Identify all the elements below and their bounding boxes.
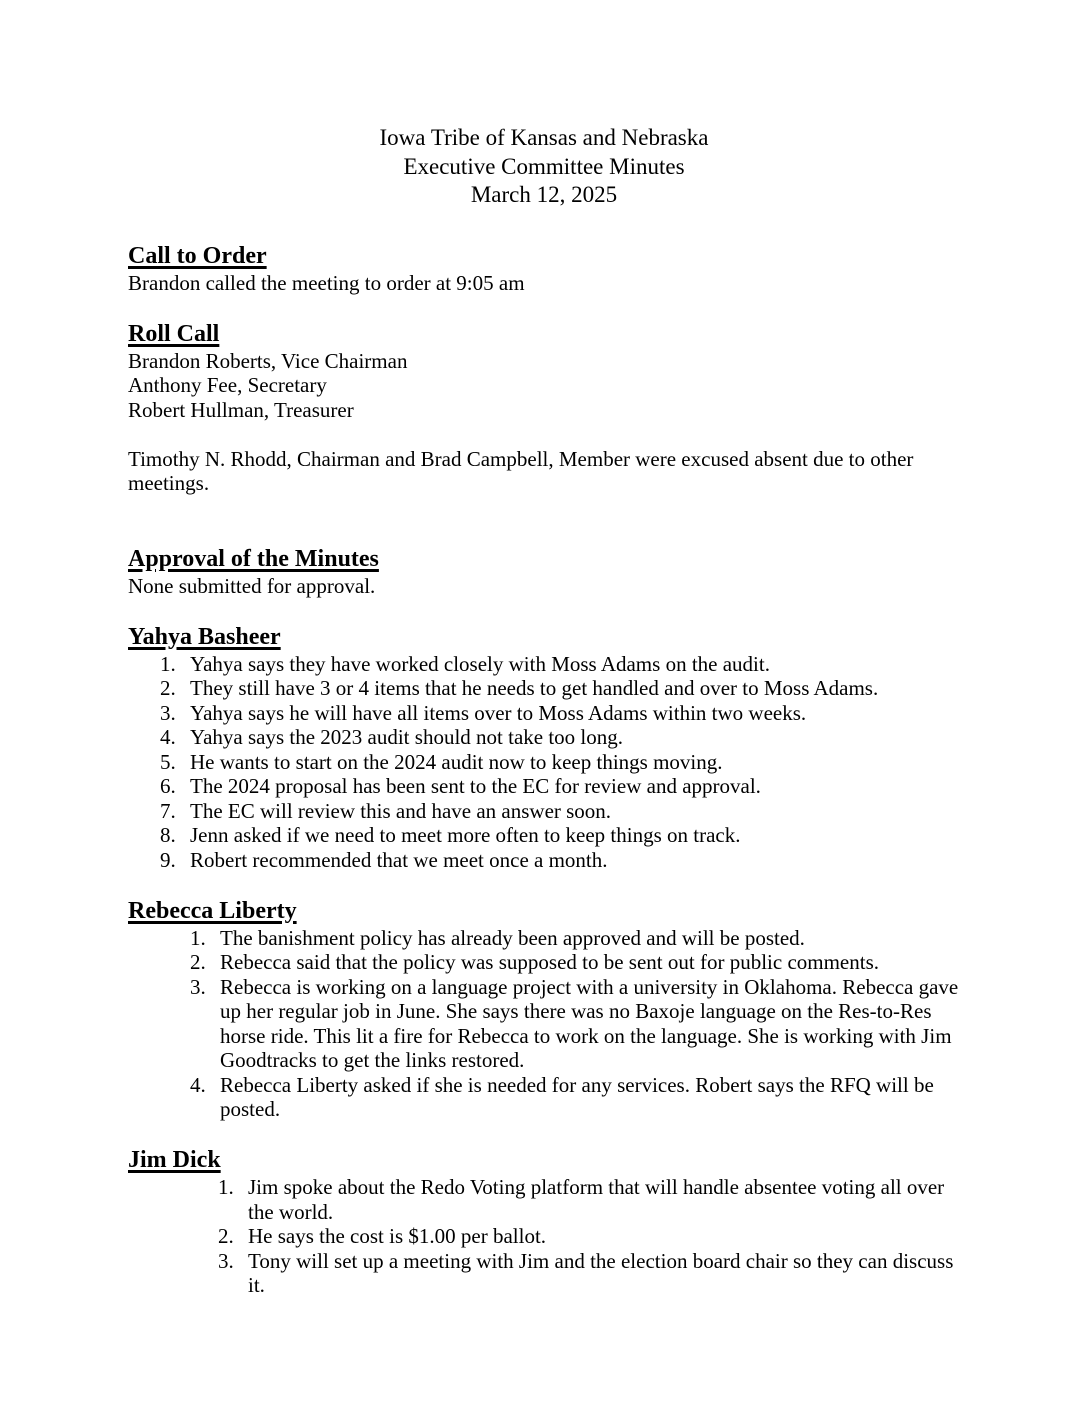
list-item-text: The 2024 proposal has been sent to the EC for review and approval. <box>190 774 761 798</box>
section-heading <box>128 1146 960 1175</box>
section-approval-of-the-minutes <box>128 545 960 599</box>
list-item-text: Rebecca Liberty asked if she is needed for any services. Robert says the RFQ will be posted. <box>220 1072 934 1121</box>
list-item-number: 1. <box>218 1175 234 1199</box>
list-item-number: 8. <box>160 823 176 847</box>
list-item <box>160 725 960 750</box>
list-item-text: He wants to start on the 2024 audit now to keep things moving. <box>190 749 723 774</box>
list-item <box>190 950 960 975</box>
document-sections <box>128 242 960 1298</box>
list-item-number: 3. <box>160 700 176 725</box>
list-item-number: 3. <box>190 974 206 999</box>
section-heading-text: Yahya Basheer <box>128 623 281 650</box>
section-jim-dick <box>128 1146 960 1298</box>
section-rebecca-liberty <box>128 897 960 1122</box>
section-heading-text: Call to Order <box>128 242 267 269</box>
list-item <box>160 823 960 848</box>
document-title-type: Executive Committee Minutes <box>403 153 685 179</box>
document-title-date: March 12, 2025 <box>470 182 618 207</box>
list-item-text: Rebecca said that the policy was supposed to be sent out for public comments. <box>220 950 880 974</box>
section-heading <box>128 545 960 574</box>
list-item-text: The EC will review this and have an answer soon. <box>190 798 612 823</box>
list-item <box>160 701 960 726</box>
list-item-number: 7. <box>160 798 176 823</box>
list-item-text: Yahya says they have worked closely with Moss Adams on the audit. <box>190 651 770 676</box>
list-item-text: He says the cost is $1.00 per ballot. <box>248 1224 547 1248</box>
list-item-text: Tony will set up a meeting with Jim and the election board chair so they can discuss it. <box>248 1248 954 1297</box>
list-item <box>190 926 960 951</box>
list-item <box>218 1175 960 1224</box>
section-heading-text: Approval of the Minutes <box>128 545 379 572</box>
list-item-number: 2. <box>218 1224 234 1248</box>
list-item-text: Rebecca is working on a language project with a university in Oklahoma. Rebecca gave up her regular job in June. She says there was no Baxoje language on the Res-to-Res horse ride. This lit a fire for Rebecca to work on the language. She is working with Jim Goodtracks to get the links restored. <box>220 974 959 1072</box>
list-item-number: 2. <box>160 676 176 700</box>
section-heading-text: Roll Call <box>128 320 220 347</box>
document-title-org: Iowa Tribe of Kansas and Nebraska <box>379 125 709 150</box>
document-title <box>128 124 960 210</box>
paragraph: Brandon called the meeting to order at 9:05 am <box>128 270 525 295</box>
list-item <box>218 1224 960 1249</box>
list-item-text: They still have 3 or 4 items that he needs to get handled and over to Moss Adams. <box>190 676 879 700</box>
paragraph: None submitted for approval. <box>128 573 376 598</box>
list-item <box>160 799 960 824</box>
list-item-text: Yahya says he will have all items over to Moss Adams within two weeks. <box>190 700 807 725</box>
numbered-list <box>128 926 960 1122</box>
paragraph: Robert Hullman, Treasurer <box>128 397 354 422</box>
list-item <box>160 652 960 677</box>
section-call-to-order <box>128 242 960 296</box>
list-item-text: Jim spoke about the Redo Voting platform that will handle absentee voting all over the world. <box>248 1175 945 1224</box>
list-item-number: 3. <box>218 1248 234 1273</box>
list-item-number: 9. <box>160 847 176 872</box>
list-item <box>160 750 960 775</box>
paragraph: Brandon Roberts, Vice Chairman <box>128 348 408 373</box>
list-item <box>190 1073 960 1122</box>
list-item-text: Jenn asked if we need to meet more often to keep things on track. <box>190 823 741 847</box>
paragraph: Timothy N. Rhodd, Chairman and Brad Campbell, Member were excused absent due to other meetings. <box>128 446 914 495</box>
list-item <box>160 676 960 701</box>
paragraph: Anthony Fee, Secretary <box>128 373 327 397</box>
list-item <box>218 1249 960 1298</box>
section-heading <box>128 897 960 926</box>
list-item-number: 6. <box>160 774 176 798</box>
section-roll-call <box>128 320 960 521</box>
list-item-number: 4. <box>160 725 176 749</box>
blank-line <box>128 422 960 447</box>
numbered-list <box>128 652 960 873</box>
list-item-text: Yahya says the 2023 audit should not take too long. <box>190 725 624 749</box>
section-heading <box>128 242 960 271</box>
section-heading <box>128 623 960 652</box>
list-item <box>160 848 960 873</box>
list-item-number: 1. <box>190 925 206 950</box>
section-heading <box>128 320 960 349</box>
section-yahya-basheer <box>128 623 960 873</box>
section-heading-text: Jim Dick <box>128 1147 221 1173</box>
section-heading-text: Rebecca Liberty <box>128 897 297 924</box>
list-item-text: Robert recommended that we meet once a month. <box>190 847 608 872</box>
list-item <box>160 774 960 799</box>
numbered-list <box>128 1175 960 1298</box>
list-item-text: The banishment policy has already been approved and will be posted. <box>220 925 805 950</box>
list-item-number: 5. <box>160 749 176 774</box>
blank-line <box>128 496 960 521</box>
list-item-number: 4. <box>190 1072 206 1097</box>
list-item-number: 2. <box>190 950 206 974</box>
list-item <box>190 975 960 1073</box>
list-item-number: 1. <box>160 651 176 676</box>
